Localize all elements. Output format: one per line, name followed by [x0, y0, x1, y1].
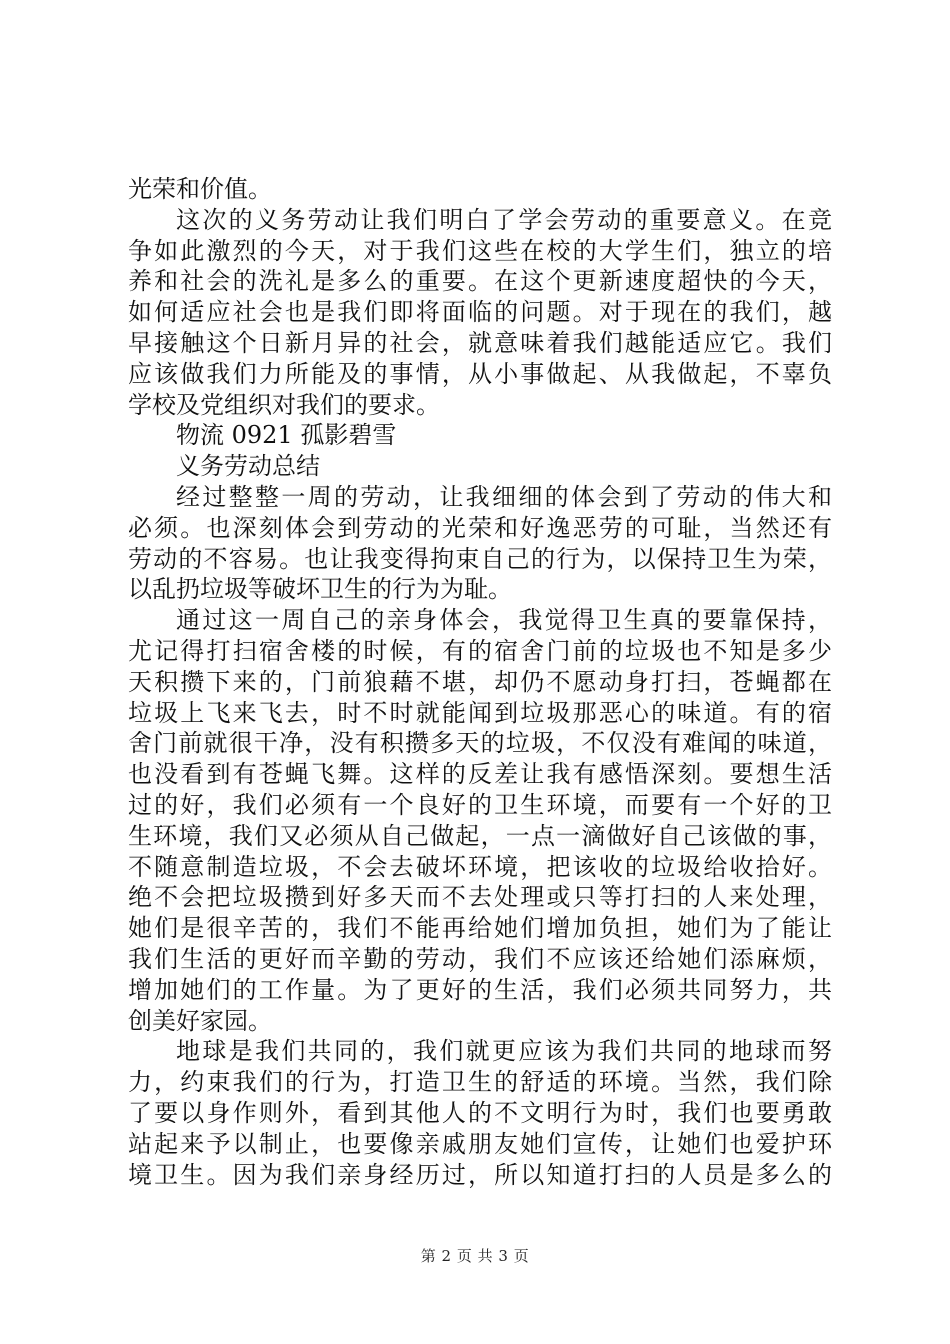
text-line: 争如此激烈的今天，对于我们这些在校的大学生们，独立的培 [128, 236, 832, 265]
text-line: 舍门前就很干净，没有积攒多天的垃圾，不仅没有难闻的味道， [128, 729, 832, 758]
text-line: 站起来予以制止，也要像亲戚朋友她们宣传，让她们也爱护环 [128, 1129, 832, 1158]
text-line: 绝不会把垃圾攒到好多天而不去处理或只等打扫的人来处理， [128, 883, 832, 912]
text-line: 物流 0921 孤影碧雪 [176, 421, 397, 450]
text-line: 必须。也深刻体会到劳动的光荣和好逸恶劳的可耻，当然还有 [128, 513, 832, 542]
page-footer [0, 1245, 950, 1266]
text-line: 天积攒下来的，门前狼藉不堪，却仍不愿动身打扫，苍蝇都在 [128, 667, 832, 696]
text-line: 这次的义务劳动让我们明白了学会劳动的重要意义。在竞 [176, 205, 832, 234]
text-line: 学校及党组织对我们的要求。 [128, 390, 440, 419]
text-line: 也没看到有苍蝇飞舞。这样的反差让我有感悟深刻。要想生活 [128, 760, 832, 789]
text-line: 地球是我们共同的，我们就更应该为我们共同的地球而努 [176, 1037, 832, 1066]
text-line: 力，约束我们的行为，打造卫生的舒适的环境。当然，我们除 [128, 1068, 832, 1097]
text-line: 过的好，我们必须有一个良好的卫生环境，而要有一个好的卫 [128, 790, 832, 819]
text-line: 通过这一周自己的亲身体会，我觉得卫生真的要靠保持， [176, 606, 832, 635]
text-line: 早接触这个日新月异的社会，就意味着我们越能适应它。我们 [128, 328, 832, 357]
text-line: 她们是很辛苦的，我们不能再给她们增加负担，她们为了能让 [128, 914, 832, 943]
document-body [128, 174, 832, 1190]
text-line: 如何适应社会也是我们即将面临的问题。对于现在的我们，越 [128, 298, 832, 327]
text-line: 应该做我们力所能及的事情，从小事做起、从我做起，不辜负 [128, 359, 832, 388]
text-line: 创美好家园。 [128, 1006, 272, 1035]
text-line: 生环境，我们又必须从自己做起，一点一滴做好自己该做的事， [128, 821, 832, 850]
text-line: 垃圾上飞来飞去，时不时就能闻到垃圾那恶心的味道。有的宿 [128, 698, 832, 727]
text-line: 增加她们的工作量。为了更好的生活，我们必须共同努力，共 [128, 975, 832, 1004]
text-line: 养和社会的洗礼是多么的重要。在这个更新速度超快的今天， [128, 267, 832, 296]
text-line: 以乱扔垃圾等破坏卫生的行为为耻。 [128, 575, 512, 604]
text-line: 境卫生。因为我们亲身经历过，所以知道打扫的人员是多么的 [128, 1160, 832, 1189]
text-line: 尤记得打扫宿舍楼的时候，有的宿舍门前的垃圾也不知是多少 [128, 636, 832, 665]
text-line: 义务劳动总结 [176, 452, 320, 481]
text-line: 了要以身作则外，看到其他人的不文明行为时，我们也要勇敢 [128, 1098, 832, 1127]
text-line: 劳动的不容易。也让我变得拘束自己的行为，以保持卫生为荣， [128, 544, 832, 573]
text-line: 我们生活的更好而辛勤的劳动，我们不应该还给她们添麻烦， [128, 944, 832, 973]
text-line: 不随意制造垃圾，不会去破坏环境，把该收的垃圾给收拾好。 [128, 852, 832, 881]
text-line: 经过整整一周的劳动，让我细细的体会到了劳动的伟大和 [176, 482, 832, 511]
page-number-label: 第 2 页 共 3 页 [420, 1247, 530, 1265]
text-line: 光荣和价值。 [128, 175, 272, 203]
